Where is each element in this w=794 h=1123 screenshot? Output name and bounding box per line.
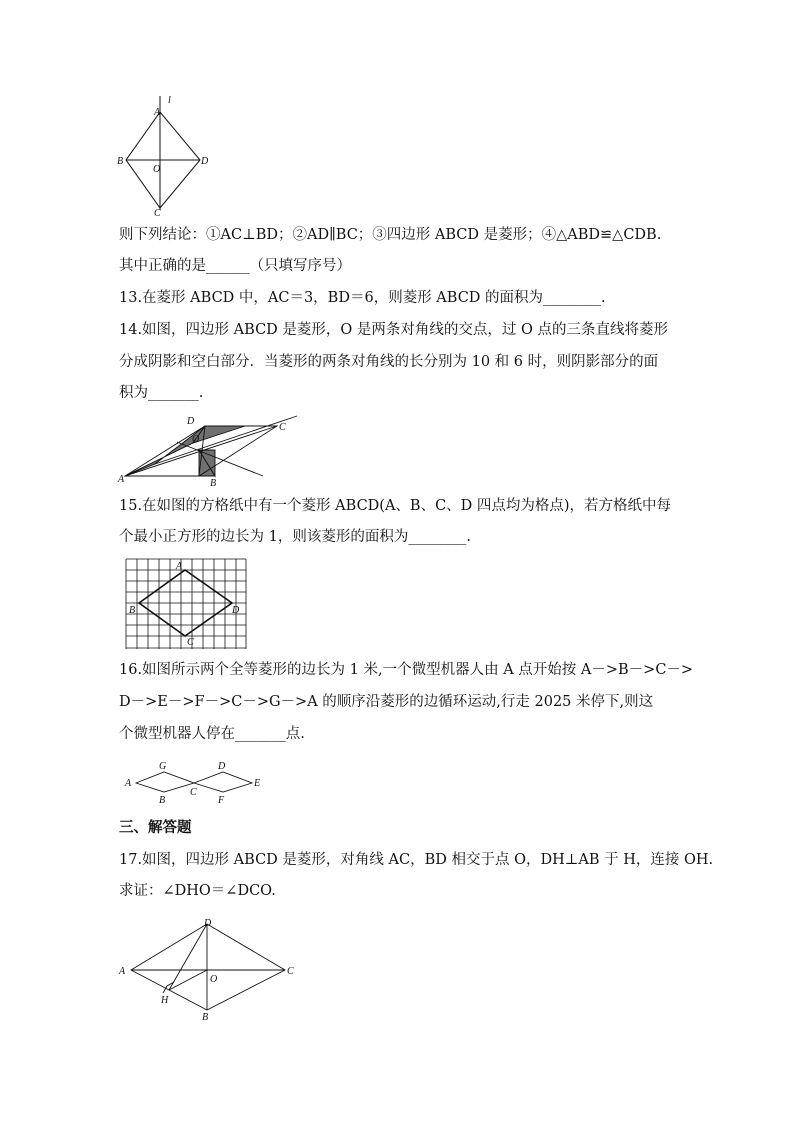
label-C: C [287,966,294,977]
label-E: E [254,778,261,789]
label-B: B [129,605,136,616]
label-G: G [159,761,167,772]
label-C: C [154,208,161,219]
figure-q16-two-rhombuses [120,755,270,809]
q12-answer-prompt: 其中正确的是______（只填写序号） [119,258,351,274]
label-D: D [218,761,226,772]
section-title-answers: 三、解答题 [119,820,192,836]
q17-text-line1: 17.如图，四边形 ABCD 是菱形，对角线 AC，BD 相交于点 O，DH⊥AB 于 H，连接 OH. [119,852,714,868]
label-H: H [161,995,169,1006]
label-B: B [117,156,124,167]
q13-text: 13.在菱形 ABCD 中，AC＝3，BD＝6，则菱形 ABCD 的面积为________. [119,290,606,306]
label-C: C [279,422,286,433]
label-D: D [187,416,195,427]
label-O: O [192,434,200,445]
label-O: O [210,974,218,985]
label-l: l [168,95,171,106]
q15-text-line1: 15.在如图的方格纸中有一个菱形 ABCD(A、B、C、D 四点均为格点)，若方格纸中每 [119,498,672,514]
q16-text-line2: D－>E－>F－>C－>G－>A 的顺序沿菱形的边循环运动,行走 2025 米停下,则这 [119,694,654,710]
q17-text-line2: 求证：∠DHO＝∠DCO. [119,883,276,899]
q16-text-line3: 个微型机器人停在_______点. [119,726,305,742]
figure-q15-grid-rhombus [122,557,248,651]
label-A: A [154,107,161,118]
q16-text-line1: 16.如图所示两个全等菱形的边长为 1 米,一个微型机器人由 A 点开始按 A－>B－>C－> [119,662,694,678]
q14-text-line3: 积为_______. [119,385,204,401]
label-B: B [159,795,166,806]
q14-text-line2: 分成阴影和空白部分．当菱形的两条对角线的长分别为 10 和 6 时，则阴影部分的面 [119,354,659,370]
label-A: A [118,474,125,485]
label-F: F [218,795,225,806]
figure-q14-shaded-rhombus [115,412,300,490]
label-C: C [190,787,197,798]
label-O: O [153,164,161,175]
q15-text-line2: 个最小正方形的边长为 1，则该菱形的面积为________. [119,529,471,545]
label-B: B [210,478,217,489]
label-B: B [202,1012,209,1023]
label-D: D [204,918,212,929]
q14-text-line1: 14.如图，四边形 ABCD 是菱形，O 是两条对角线的交点，过 O 点的三条直线将菱形 [119,322,668,338]
label-C: C [187,637,194,648]
label-A: A [176,561,183,572]
figure-q17-rhombus-altitude [115,915,305,1025]
label-D: D [232,605,240,616]
label-D: D [201,156,209,167]
q12-conclusions: 则下列结论：①AC⊥BD；②AD∥BC；③四边形 ABCD 是菱形；④△ABD≌△CDB. [119,227,662,243]
label-A: A [119,966,126,977]
figure-q12-rhombus [110,92,220,220]
label-A: A [125,778,132,789]
